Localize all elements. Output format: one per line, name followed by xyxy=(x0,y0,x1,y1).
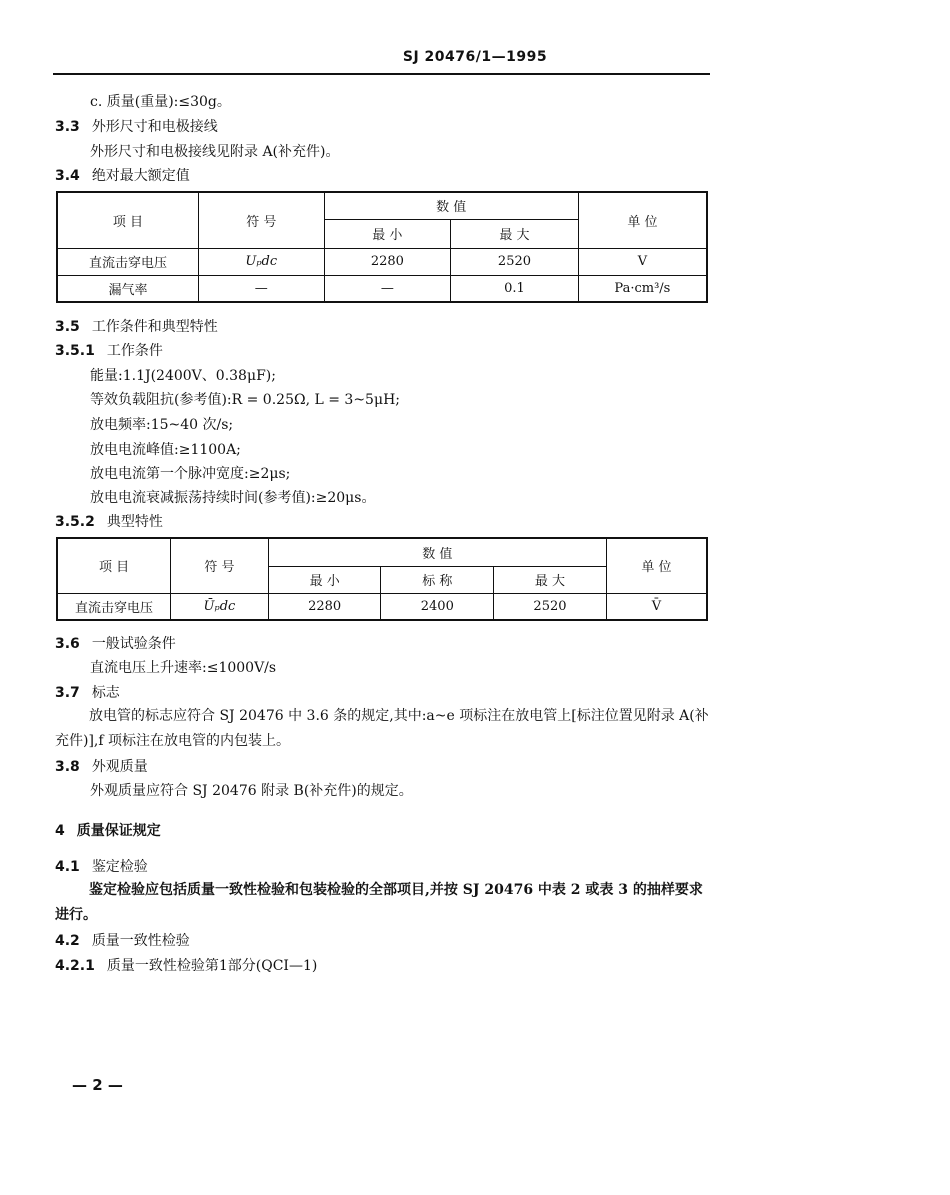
cell-min: 2280 xyxy=(324,248,451,275)
header-max: 最 大 xyxy=(451,219,579,248)
section-3-6-heading xyxy=(55,635,176,653)
section-number: 3.7 xyxy=(55,685,80,701)
cell-min: 2280 xyxy=(268,593,381,620)
cell-item: 漏气率 xyxy=(57,275,198,302)
table-row xyxy=(57,275,707,302)
section-number: 4 xyxy=(55,823,65,839)
section-title: 质量保证规定 xyxy=(76,823,161,839)
section-3-7-text: 放电管的标志应符合 SJ 20476 中 3.6 条的规定,其中:a~e 项标注在放电管上[标注位置见附录 A(补充件)],f 项标注在放电管的内包装上。 xyxy=(55,708,709,749)
cell-symbol: — xyxy=(198,275,324,302)
header-nominal: 标 称 xyxy=(381,566,494,593)
section-4-1-heading xyxy=(55,858,148,876)
section-title: 典型特性 xyxy=(106,514,163,530)
section-number: 4.2.1 xyxy=(55,958,95,974)
section-3-8-heading xyxy=(55,758,148,776)
section-title: 工作条件和典型特性 xyxy=(91,319,218,335)
cell-max: 2520 xyxy=(451,248,579,275)
section-3-6-text: 直流电压上升速率:≤1000V/s xyxy=(90,660,277,676)
header-value: 数 值 xyxy=(268,538,606,566)
section-3-5-2-heading xyxy=(55,513,163,531)
header-unit: 单 位 xyxy=(578,192,707,248)
table-row xyxy=(57,248,707,275)
section-title: 外观质量 xyxy=(91,759,148,775)
cell-max: 0.1 xyxy=(451,275,579,302)
section-number: 3.5 xyxy=(55,319,80,335)
section-title: 质量一致性检验第1部分(QCI—1) xyxy=(106,958,318,974)
header-min: 最 小 xyxy=(324,219,451,248)
section-number: 4.1 xyxy=(55,859,80,875)
section-title: 外形尺寸和电极接线 xyxy=(91,119,218,135)
condition-impedance: 等效负载阻抗(参考值):R = 0.25Ω, L = 3~5μH; xyxy=(90,392,400,408)
cell-nominal: 2400 xyxy=(381,593,494,620)
cell-min: — xyxy=(324,275,451,302)
header-unit: 单 位 xyxy=(606,538,707,593)
header-value: 数 值 xyxy=(324,192,578,219)
header-item: 项 目 xyxy=(57,192,198,248)
cell-symbol: Ūₚdc xyxy=(171,593,269,620)
cell-symbol: Uₚdc xyxy=(198,248,324,275)
condition-peak-current: 放电电流峰值:≥1100A; xyxy=(90,442,241,458)
header-min: 最 小 xyxy=(268,566,381,593)
mass-item: c. 质量(重量):≤30g。 xyxy=(90,94,231,110)
page-number: — 2 — xyxy=(72,1076,123,1094)
section-number: 3.5.2 xyxy=(55,514,95,530)
section-3-3-heading xyxy=(55,118,218,136)
section-title: 绝对最大额定值 xyxy=(91,168,190,184)
header-symbol: 符 号 xyxy=(198,192,324,248)
header-symbol: 符 号 xyxy=(171,538,269,593)
section-3-7-heading xyxy=(55,684,120,702)
section-title: 工作条件 xyxy=(106,343,163,359)
section-3-5-heading xyxy=(55,318,218,336)
section-4-2-heading xyxy=(55,932,190,950)
section-4-2-1-heading xyxy=(55,957,317,975)
condition-decay-time: 放电电流衰减振荡持续时间(参考值):≥20μs。 xyxy=(90,490,376,506)
section-title: 质量一致性检验 xyxy=(91,933,190,949)
condition-energy: 能量:1.1J(2400V、0.38μF); xyxy=(90,368,276,384)
section-number: 3.4 xyxy=(55,168,80,184)
section-3-5-1-heading xyxy=(55,342,163,360)
cell-unit: V xyxy=(578,248,707,275)
absolute-ratings-table xyxy=(56,191,708,303)
section-number: 3.8 xyxy=(55,759,80,775)
section-number: 3.3 xyxy=(55,119,80,135)
section-3-8-text: 外观质量应符合 SJ 20476 附录 B(补充件)的规定。 xyxy=(90,783,413,799)
section-title: 标志 xyxy=(91,685,120,701)
condition-frequency: 放电频率:15~40 次/s; xyxy=(90,417,234,433)
typical-characteristics-table xyxy=(56,537,708,621)
cell-unit: V̄ xyxy=(606,593,707,620)
cell-item: 直流击穿电压 xyxy=(57,593,171,620)
section-number: 4.2 xyxy=(55,933,80,949)
section-4-heading xyxy=(55,822,161,840)
cell-item: 直流击穿电压 xyxy=(57,248,198,275)
header-rule xyxy=(53,73,710,75)
section-3-3-text: 外形尺寸和电极接线见附录 A(补充件)。 xyxy=(90,144,340,160)
section-number: 3.5.1 xyxy=(55,343,95,359)
document-number: SJ 20476/1—1995 xyxy=(402,49,548,65)
section-number: 3.6 xyxy=(55,636,80,652)
condition-pulse-width: 放电电流第一个脉冲宽度:≥2μs; xyxy=(90,466,291,482)
section-title: 一般试验条件 xyxy=(91,636,176,652)
section-title: 鉴定检验 xyxy=(91,859,148,875)
cell-max: 2520 xyxy=(494,593,607,620)
section-4-1-text: 鉴定检验应包括质量一致性检验和包装检验的全部项目,并按 SJ 20476 中表 2 或表 3 的抽样要求进行。 xyxy=(55,882,703,923)
section-3-4-heading xyxy=(55,167,190,185)
cell-unit: Pa·cm³/s xyxy=(578,275,707,302)
table-row xyxy=(57,593,707,620)
header-item: 项 目 xyxy=(57,538,171,593)
header-max: 最 大 xyxy=(494,566,607,593)
